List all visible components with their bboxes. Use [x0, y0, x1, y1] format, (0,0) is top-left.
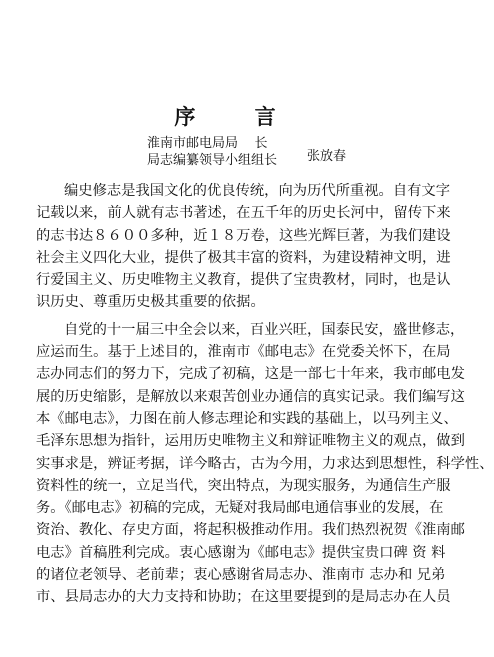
paragraph-2: [36, 319, 494, 609]
paragraph-line: 资治、教化、存史方面，将起积极推动作用。我们热烈祝贺《淮南邮: [36, 522, 465, 539]
paragraph-line: 记载以来，前人就有志书著述，在五千年的历史长河中，留传下来: [36, 205, 451, 222]
signature-title-line-2: 局志编纂领导小组组长: [147, 153, 278, 168]
paragraph-line: 行爱国主义、历史唯物主义教育，提供了宝贵教材，同时，也是认: [36, 272, 451, 289]
paragraph-line: 的志书达８６００多种，近１８万卷，这些光辉巨著，为我们建设: [36, 227, 451, 244]
paragraph-line: 电志》首稿胜利完成。衷心感谢为《邮电志》提供宝贵口碑 资 料: [36, 544, 446, 561]
signature-title-line-1: 淮南市邮电局局 长: [147, 136, 268, 151]
paragraph-line: 应运而生。基于上述目的，淮南市《邮电志》在党委关怀下，在局: [36, 344, 451, 361]
paragraph-line: 实事求是，辨证考据，详今略古，古为今用，力求达到思想性，科学性、: [36, 455, 494, 472]
paragraph-line: 展的历史缩影，是解放以来艰苦创业办通信的真实记录。我们编写这: [36, 388, 465, 405]
signature-name: 张放春: [307, 149, 347, 164]
page-title: 序 言: [174, 104, 302, 129]
paragraph-line: 资料性的统一，立足当代，突出特点，为现实服务，为通信生产服: [36, 477, 451, 494]
paragraph-1: [36, 180, 451, 314]
paragraph-line: 志办同志们的努力下，完成了初稿，这是一部七十年来，我市邮电发: [36, 366, 465, 383]
paragraph-line: 毛泽东思想为指针，运用历史唯物主义和辩证唯物主义的观点，做到: [36, 433, 465, 450]
paragraph-line: 社会主义四化大业，提供了极其丰富的资料，为建设精神文明，进: [36, 249, 451, 266]
document-body: [36, 180, 494, 609]
paragraph-line: 的诸位老领导、老前辈；衷心感谢省局志办、淮南市 志办和 兄弟: [36, 567, 446, 584]
paragraph-line: 识历史、尊重历史极其重要的依据。: [36, 294, 265, 311]
signature-block: [147, 135, 277, 169]
paragraph-line: 自党的十一届三中全会以来，百业兴旺，国泰民安，盛世修志，: [64, 321, 465, 338]
paragraph-line: 编史修志是我国文化的优良传统，向为历代所重视。自有文字: [64, 183, 451, 199]
paragraph-line: 市、县局志办的大力支持和协助；在这里要提到的是局志办在人员: [36, 589, 451, 606]
paragraph-line: 本《邮电志》，力图在前人修志理论和实践的基础上，以马列主义、: [36, 410, 458, 427]
paragraph-line: 务。《邮电志》初稿的完成，无疑对我局邮电通信事业的发展，在: [36, 500, 444, 517]
